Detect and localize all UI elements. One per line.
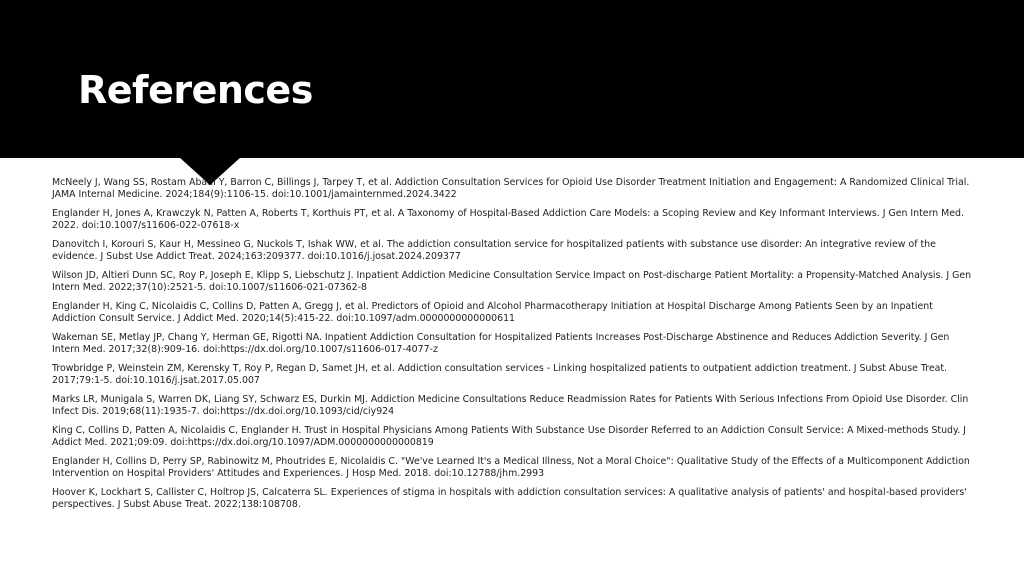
reference-item: Englander H, Collins D, Perry SP, Rabinowitz M, Phoutrides E, Nicolaidis C. "We've Learned It's a Medical Illness, Not a Moral Choice": Qualitative Study of the Effects of a Multicomponent Addiction Intervention on Hospital Providers' Attitudes and Experiences. J Hosp Med. 2018. doi:10.12788/jhm.2993: [52, 456, 970, 479]
reference-item: Trowbridge P, Weinstein ZM, Kerensky T, Roy P, Regan D, Samet JH, et al. Addiction consultation services - Linking hospitalized patients to outpatient addiction treatment. J Subst Abuse Treat. 2017;79:1-5. doi:10.1016/j.jsat.2017.05.007: [52, 363, 948, 386]
reference-list: [52, 177, 972, 518]
reference-item: Wilson JD, Altieri Dunn SC, Roy P, Joseph E, Klipp S, Liebschutz J. Inpatient Addiction Medicine Consultation Service Impact on Post-discharge Patient Mortality: a Propensity-Matched Analysis. J Gen Intern Med. 2022;37(10):2521-5. doi:10.1007/s11606-021-07362-8: [52, 270, 972, 293]
reference-item: King C, Collins D, Patten A, Nicolaidis C, Englander H. Trust in Hospital Physicians Among Patients With Substance Use Disorder Referred to an Addiction Consult Service: A Mixed-methods Study. J Addict Med. 2021;09:09. doi:https://dx.doi.org/10.1097/ADM.0000000000000819: [52, 425, 966, 448]
reference-item: Englander H, Jones A, Krawczyk N, Patten A, Roberts T, Korthuis PT, et al. A Taxonomy of Hospital-Based Addiction Care Models: a Scoping Review and Key Informant Interviews. J Gen Intern Med. 2022. doi:10.1007/s11606-022-07618-x: [52, 208, 964, 231]
reference-item: Englander H, King C, Nicolaidis C, Collins D, Patten A, Gregg J, et al. Predictors of Opioid and Alcohol Pharmacotherapy Initiation at Hospital Discharge Among Patients Seen by an Inpatient Addiction Consult Service. J Addict Med. 2020;14(5):415-22. doi:10.1097/adm.0000000000000611: [52, 301, 933, 324]
reference-item: Danovitch I, Korouri S, Kaur H, Messineo G, Nuckols T, Ishak WW, et al. The addiction consultation service for hospitalized patients with substance use disorder: An integrative review of the evidence. J Subst Use Addict Treat. 2024;163:209377. doi:10.1016/j.josat.2024.209377: [52, 239, 936, 262]
reference-item: Hoover K, Lockhart S, Callister C, Holtrop JS, Calcaterra SL. Experiences of stigma in hospitals with addiction consultation services: A qualitative analysis of patients' and hospital-based providers' perspectives. J Subst Abuse Treat. 2022;138:108708.: [52, 487, 967, 510]
reference-item: Marks LR, Munigala S, Warren DK, Liang SY, Schwarz ES, Durkin MJ. Addiction Medicine Consultations Reduce Readmission Rates for Patients With Serious Infections From Opioid Use Disorder. Clin Infect Dis. 2019;68(11):1935-7. doi:https://dx.doi.org/10.1093/cid/ciy924: [52, 394, 969, 417]
reference-item: Wakeman SE, Metlay JP, Chang Y, Herman GE, Rigotti NA. Inpatient Addiction Consultation for Hospitalized Patients Increases Post-Discharge Abstinence and Reduces Addiction Severity. J Gen Intern Med. 2017;32(8):909-16. doi:https://dx.doi.org/10.1007/s11606-017-4077-z: [52, 332, 950, 355]
reference-item: McNeely J, Wang SS, Rostam Abadi Y, Barron C, Billings J, Tarpey T, et al. Addiction Consultation Services for Opioid Use Disorder Treatment Initiation and Engagement: A Randomized Clinical Trial. JAMA Internal Medicine. 2024;184(9):1106-15. doi:10.1001/jamainternmed.2024.3422: [52, 177, 970, 200]
title-banner: [0, 0, 1024, 158]
page-title: References: [78, 68, 313, 112]
